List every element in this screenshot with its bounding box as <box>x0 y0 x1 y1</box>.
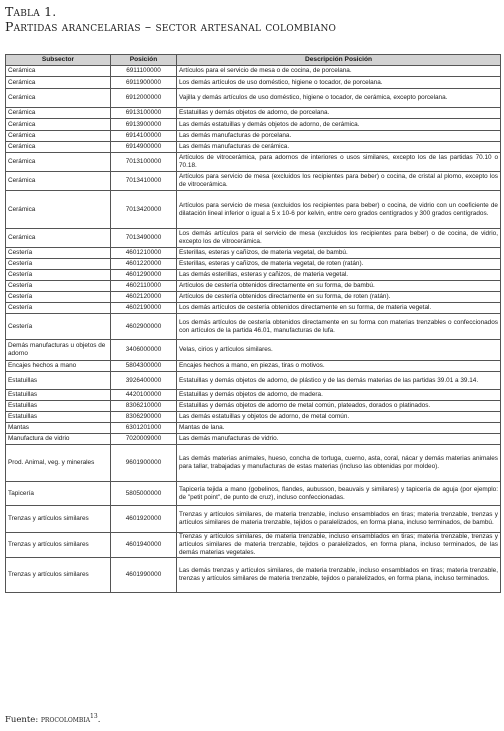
table-row <box>6 340 501 361</box>
table-row <box>6 506 501 533</box>
position-cell: 4601210000 <box>111 248 177 259</box>
subsector-cell: Tapicería <box>6 482 111 506</box>
subsector-cell: Estatuillas <box>6 372 111 390</box>
position-cell: 4602900000 <box>111 314 177 340</box>
position-cell: 6913900000 <box>111 119 177 131</box>
subsector-cell: Cerámica <box>6 131 111 142</box>
table-row <box>6 108 501 119</box>
description-cell: Las demás manufacturas de vidrio. <box>177 434 501 445</box>
subsector-cell: Mantas <box>6 423 111 434</box>
description-cell: Las demás manufacturas de cerámica. <box>177 142 501 153</box>
subsector-cell: Estatuillas <box>6 412 111 423</box>
position-cell: 7013490000 <box>111 229 177 248</box>
subsector-cell: Cerámica <box>6 153 111 172</box>
table-row <box>6 281 501 292</box>
table-row <box>6 131 501 142</box>
position-cell: 3926400000 <box>111 372 177 390</box>
description-cell: Velas, cirios y artículos similares. <box>177 340 501 361</box>
position-cell: 4601920000 <box>111 506 177 533</box>
table-row <box>6 270 501 281</box>
position-cell: 6914900000 <box>111 142 177 153</box>
position-cell: 4601290000 <box>111 270 177 281</box>
description-cell: Artículos de cestería obtenidos directamente en su forma, de bambú. <box>177 281 501 292</box>
table-row <box>6 423 501 434</box>
position-cell: 6913100000 <box>111 108 177 119</box>
description-cell: Los demás artículos de uso doméstico, higiene o tocador, de porcelana. <box>177 77 501 89</box>
table-row <box>6 259 501 270</box>
position-cell: 4602190000 <box>111 303 177 314</box>
description-cell: Los demás artículos de cestería obtenidos directamente en su forma con materias trenzables o confeccionados con artículos de la partida 46.01, manufacturas de lufa. <box>177 314 501 340</box>
table-row <box>6 303 501 314</box>
subsector-cell: Encajes hechos a mano <box>6 361 111 372</box>
table-row <box>6 401 501 412</box>
description-cell: Artículos de vitrocerámica, para adornos de interiores o usos similares, excepto los de las partidas 70.10 o 70.18. <box>177 153 501 172</box>
description-cell: Los demás artículos para el servicio de mesa (excluidos los recipientes para beber) o de cocina, de vidrio, excepto los de vitrocerámica. <box>177 229 501 248</box>
description-cell: Trenzas y artículos similares, de materia trenzable, incluso ensamblados en tiras; materia trenzable, trenzas y artículos similares de materia trenzable, tejidos o paralelizados, en forma plana, incluso terminados, de bambú. <box>177 506 501 533</box>
subsector-cell: Cerámica <box>6 172 111 191</box>
table-row <box>6 372 501 390</box>
table-row <box>6 558 501 593</box>
table-row <box>6 172 501 191</box>
description-cell: Estatuillas y demás objetos de adorno, de plástico y de las demás materias de las partidas 39.01 a 39.14. <box>177 372 501 390</box>
position-cell: 7013100000 <box>111 153 177 172</box>
description-cell: Las demás trenzas y artículos similares, de materia trenzable, incluso ensamblados en tiras; materia trenzable, trenzas y artículos similares de materia trenzable, tejidos o paralelizados, en forma plana, incluso terminados. <box>177 558 501 593</box>
description-cell: Estatuillas y demás objetos de adorno, de porcelana. <box>177 108 501 119</box>
table-row <box>6 229 501 248</box>
subsector-cell: Cerámica <box>6 66 111 77</box>
source-prefix: Fuente: <box>5 714 39 725</box>
subsector-cell: Cestería <box>6 292 111 303</box>
position-cell: 5804300000 <box>111 361 177 372</box>
description-cell: Trenzas y artículos similares, de materia trenzable, incluso ensamblados en tiras; materia trenzable, trenzas y artículos similares de materia trenzable, tejidos o paralelizados, en forma plana, incluso terminados, de las demás materias vegetales. <box>177 533 501 558</box>
subsector-cell: Cestería <box>6 281 111 292</box>
description-cell: Artículos para el servicio de mesa o de cocina, de porcelana. <box>177 66 501 77</box>
subsector-cell: Estatuillas <box>6 390 111 401</box>
header-position: Posición <box>111 55 177 66</box>
position-cell: 9601900000 <box>111 445 177 482</box>
description-cell: Tapicería tejida a mano (gobelinos, flandes, aubusson, beauvais y similares) y tapicería de aguja (por ejemplo: de "petit point", de punto de cruz), incluso confeccionadas. <box>177 482 501 506</box>
description-cell: Las demás estatuillas y objetos de adorno, de metal común. <box>177 412 501 423</box>
subsector-cell: Cestería <box>6 303 111 314</box>
position-cell: 6911900000 <box>111 77 177 89</box>
source-org: procolombia <box>40 714 91 725</box>
position-cell: 6912000000 <box>111 89 177 108</box>
position-cell: 4602110000 <box>111 281 177 292</box>
subsector-cell: Cestería <box>6 248 111 259</box>
table-row <box>6 390 501 401</box>
description-cell: Las demás estatuillas y demás objetos de adorno, de cerámica. <box>177 119 501 131</box>
position-cell: 6301201000 <box>111 423 177 434</box>
table-caption <box>5 4 500 34</box>
description-cell: Las demás manufacturas de porcelana. <box>177 131 501 142</box>
description-cell: Estatuillas y demás objetos de adorno de metal común, plateados, dorados o platinados. <box>177 401 501 412</box>
table-row <box>6 482 501 506</box>
table-body <box>6 66 501 593</box>
table-title: Partidas arancelarias – sector artesanal colombiano <box>5 19 337 34</box>
table-label: Tabla 1. <box>5 4 57 19</box>
table-row <box>6 153 501 172</box>
description-cell: Artículos para servicio de mesa (excluidos los recipientes para beber) o cocina, de vidrio con un coeficiente de dilatación lineal inferior o igual a 5 x 10-6 por kelvin, entre cero grados centígrados y 300 grados centígrados. <box>177 191 501 229</box>
subsector-cell: Cerámica <box>6 89 111 108</box>
subsector-cell: Cerámica <box>6 77 111 89</box>
table-row <box>6 191 501 229</box>
table-header-row <box>6 55 501 66</box>
subsector-cell: Trenzas y artículos similares <box>6 533 111 558</box>
description-cell: Esterillas, esteras y cañizos, de materia vegetal, de roten (ratán). <box>177 259 501 270</box>
table-row <box>6 533 501 558</box>
source-footnote: 13 <box>90 713 98 720</box>
table-row <box>6 66 501 77</box>
description-cell: Artículos para servicio de mesa (excluidos los recipientes para beber) o cocina, de cristal al plomo, excepto los de vitrocerámica. <box>177 172 501 191</box>
source-note: Fuente: procolombia$^{13}$. <box>5 713 101 725</box>
position-cell: 4601220000 <box>111 259 177 270</box>
subsector-cell: Cestería <box>6 270 111 281</box>
position-cell: 7013410000 <box>111 172 177 191</box>
subsector-cell: Trenzas y artículos similares <box>6 558 111 593</box>
table-row <box>6 89 501 108</box>
position-cell: 4601940000 <box>111 533 177 558</box>
subsector-cell: Estatuillas <box>6 401 111 412</box>
table-row <box>6 412 501 423</box>
subsector-cell: Cerámica <box>6 119 111 131</box>
position-cell: 8306210000 <box>111 401 177 412</box>
position-cell: 7020009000 <box>111 434 177 445</box>
table-row <box>6 445 501 482</box>
position-cell: 8306290000 <box>111 412 177 423</box>
subsector-cell: Trenzas y artículos similares <box>6 506 111 533</box>
position-cell: 7013420000 <box>111 191 177 229</box>
subsector-cell: Prod. Animal, veg. y minerales <box>6 445 111 482</box>
description-cell: Estatuillas y demás objetos de adorno, de madera. <box>177 390 501 401</box>
table-row <box>6 142 501 153</box>
subsector-cell: Demás manufacturas u objetos de adorno <box>6 340 111 361</box>
position-cell: 4420100000 <box>111 390 177 401</box>
table-row <box>6 77 501 89</box>
subsector-cell: Manufactura de vidrio <box>6 434 111 445</box>
description-cell: Encajes hechos a mano, en piezas, tiras o motivos. <box>177 361 501 372</box>
table-row <box>6 361 501 372</box>
position-cell: 5805000000 <box>111 482 177 506</box>
position-cell: 4602120000 <box>111 292 177 303</box>
subsector-cell: Cerámica <box>6 108 111 119</box>
position-cell: 6911100000 <box>111 66 177 77</box>
header-subsector: Subsector <box>6 55 111 66</box>
position-cell: 4601990000 <box>111 558 177 593</box>
description-cell: Los demás artículos de cestería obtenidos directamente en su forma, de materia vegetal. <box>177 303 501 314</box>
tariff-table <box>5 54 501 593</box>
description-cell: Las demás esterillas, esteras y cañizos, de materia vegetal. <box>177 270 501 281</box>
description-cell: Esterillas, esteras y cañizos, de materia vegetal, de bambú. <box>177 248 501 259</box>
header-description: Descripción Posición <box>177 55 501 66</box>
position-cell: 6914100000 <box>111 131 177 142</box>
position-cell: 3406000000 <box>111 340 177 361</box>
description-cell: Las demás materias animales, hueso, concha de tortuga, cuerno, asta, coral, nácar y demás materias animales para tallar, trabajadas y manufacturas de estas materias (incluso las obtenidas por moldeo). <box>177 445 501 482</box>
subsector-cell: Cerámica <box>6 191 111 229</box>
table-row <box>6 292 501 303</box>
description-cell: Artículos de cestería obtenidos directamente en su forma, de roten (ratán). <box>177 292 501 303</box>
subsector-cell: Cestería <box>6 259 111 270</box>
subsector-cell: Cestería <box>6 314 111 340</box>
table-row <box>6 119 501 131</box>
table-row <box>6 248 501 259</box>
description-cell: Vajilla y demás artículos de uso doméstico, higiene o tocador, de cerámica, excepto porcelana. <box>177 89 501 108</box>
description-cell: Mantas de lana. <box>177 423 501 434</box>
subsector-cell: Cerámica <box>6 229 111 248</box>
subsector-cell: Cerámica <box>6 142 111 153</box>
table-row <box>6 314 501 340</box>
table-row <box>6 434 501 445</box>
